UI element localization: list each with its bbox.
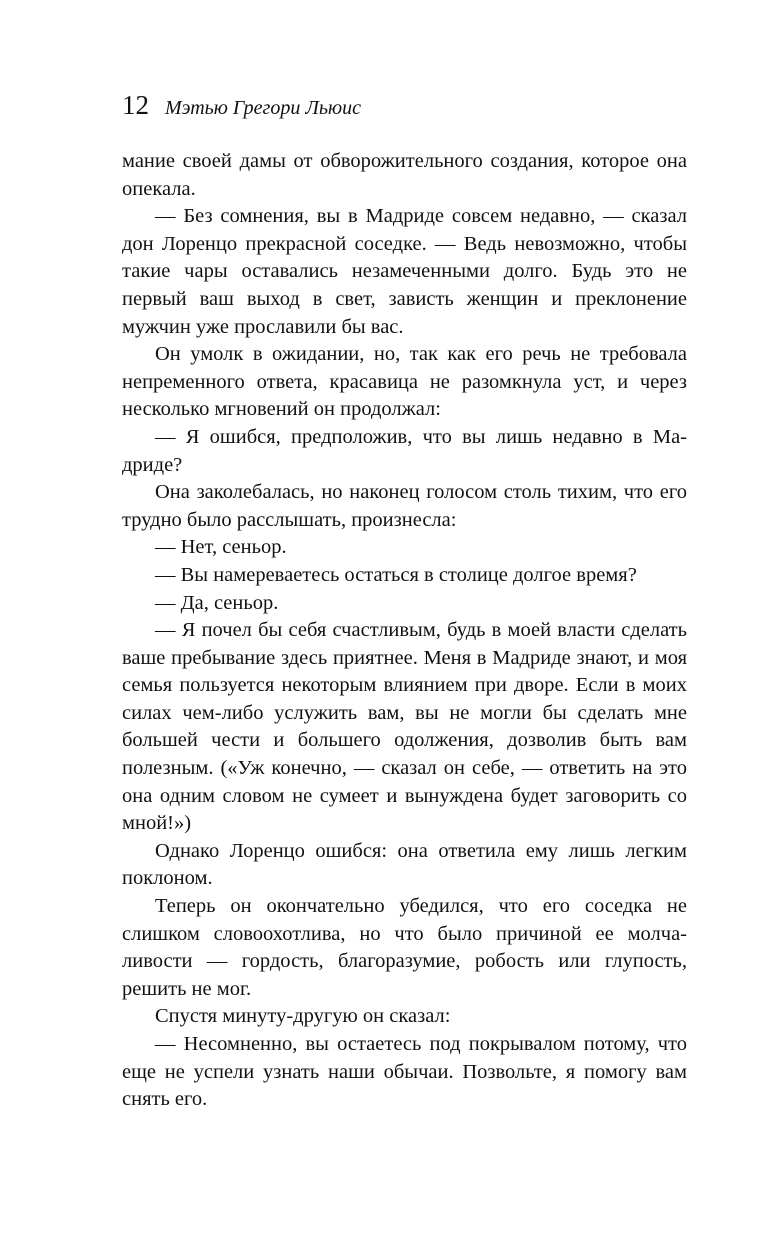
paragraph: — Нет, сеньор. — [155, 536, 287, 559]
paragraph: Теперь он окончательно убедился, что его соседка не слишком словоохотлива, но что было причиной ее молчаливости — гордость, благоразумие, робость или глупость, решить не мог. — [122, 895, 687, 1000]
paragraph: — Вы намереваетесь остаться в столице долгое время? — [155, 563, 637, 586]
paragraph: — Я почел бы себя счастливым, будь в моей власти сделать ваше пребывание здесь приятнее. Меня в Мадриде знают, и моя семья пользуется некоторым влиянием при дворе. Если в моих силах чем-либо услужить вам, вы не могли бы сделать мне большей чести и большего одолжения, дозволив быть вам полезным. («Уж конечно, — сказал он себе, — ответить на это она одним словом не сумеет и вынуждена будет заговорить со мной!») — [122, 619, 687, 835]
book-page — [122, 88, 687, 1114]
paragraph: Она заколебалась, но наконец голосом столь тихим, что его трудно было расслышать, произнесла: — [122, 481, 687, 531]
paragraph: Однако Лоренцо ошибся: она ответила ему лишь легким поклоном. — [122, 839, 687, 890]
paragraph: Спустя минуту-другую он сказал: — [155, 1005, 451, 1028]
running-head-author: Мэтью Грегори Льюис — [165, 97, 361, 119]
paragraph: — Без сомнения, вы в Мадриде совсем недавно, — сказал дон Лоренцо прекрасной соседке. — Ведь невозможно, чтобы такие чары оставались незамеченными долго. Будь это не первый ваш выход в свет, зависть женщин и преклонение мужчин уже прославили бы вас. — [122, 205, 687, 338]
paragraph: — Да, сеньор. — [155, 591, 279, 614]
paragraph: Он умолк в ожидании, но, так как его речь не требовала непременного ответа, красавица не разомкнула уст, и через несколько мгновений он продолжал: — [122, 343, 687, 421]
page-number: 12 — [122, 90, 149, 120]
page-header — [122, 88, 687, 122]
paragraph: — Я ошибся, предположив, что вы лишь недавно в Мадриде? — [122, 425, 687, 476]
paragraph: мание своей дамы от обворожительного создания, которое она опекала. — [122, 150, 687, 200]
paragraph: — Несомненно, вы остаетесь под покрывалом потому, что еще не успели узнать наши обычаи. Позвольте, я помогу вам снять его. — [122, 1033, 687, 1111]
body-text — [122, 148, 687, 1114]
